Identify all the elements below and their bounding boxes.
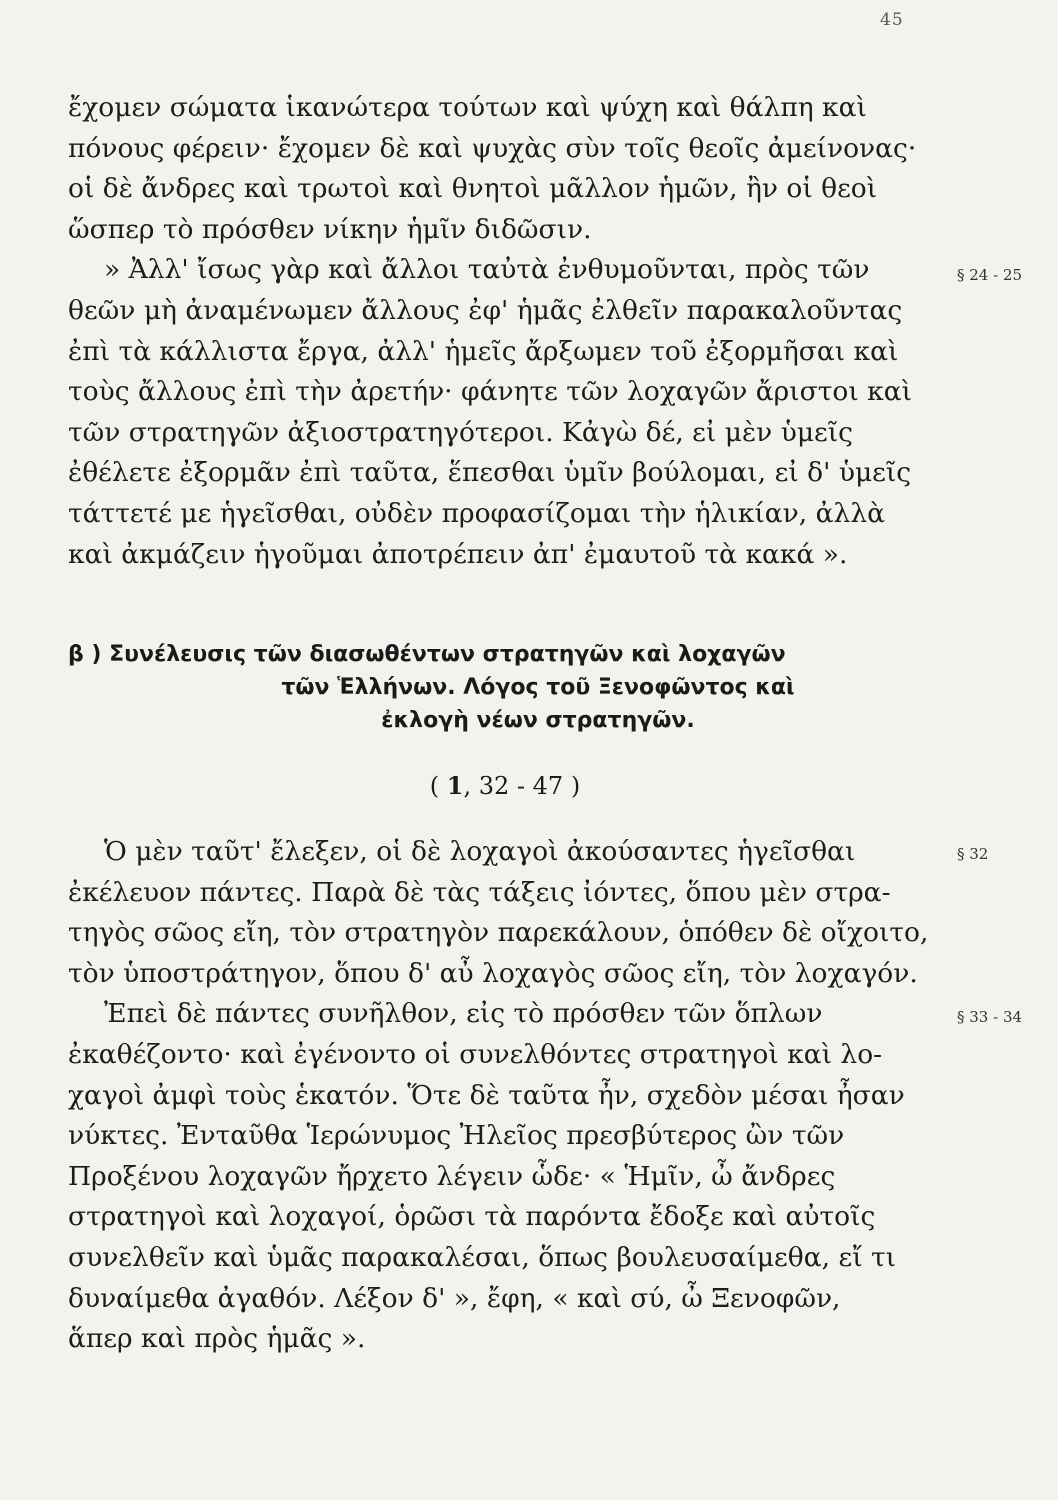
section-reference-open: (: [429, 772, 447, 800]
passage-line: οἱ δὲ ἄνδρες καὶ τρωτοὶ καὶ θνητοὶ μᾶλλον ἡμῶν, ἢν οἱ θεοὶ: [68, 173, 878, 205]
passage-line: τῶν στρατηγῶν ἀξιοστρατηγότεροι. Κἀγὼ δέ, εἰ μὲν ὑμεῖς: [68, 416, 853, 448]
passage-line: ἅπερ καὶ πρὸς ἡμᾶς ».: [68, 1323, 366, 1355]
passage-line: Προξένου λοχαγῶν ἤρχετο λέγειν ὧδε· « Ἡμῖν, ὦ ἄνδρες: [68, 1160, 836, 1192]
passage-line: Ὁ μὲν ταῦτ' ἔλεξεν, οἱ δὲ λοχαγοὶ ἀκούσαντες ἡγεῖσθαι: [104, 836, 856, 867]
passage-line: ἐθέλετε ἐξορμᾶν ἐπὶ ταῦτα, ἕπεσθαι ὑμῖν βούλομαι, εἰ δ' ὑμεῖς: [68, 457, 912, 489]
passage-line: ἐκέλευον πάντες. Παρὰ δὲ τὰς τάξεις ἰόντες, ὅπου μὲν στρα-: [68, 876, 891, 908]
section-reference: [0, 771, 1010, 800]
passage-line: καὶ ἀκμάζειν ἡγοῦμαι ἀποτρέπειν ἀπ' ἐμαυτοῦ τὰ κακά ».: [68, 538, 848, 570]
passage-line: ἐπὶ τὰ κάλλιστα ἔργα, ἀλλ' ἡμεῖς ἄρξωμεν τοῦ ἐξορμῆσαι καὶ: [68, 335, 899, 367]
passage-line: χαγοὶ ἀμφὶ τοὺς ἑκατόν. Ὅτε δὲ ταῦτα ἦν, σχεδὸν μέσαι ἦσαν: [68, 1079, 905, 1111]
passage-line: ἐκαθέζοντο· καὶ ἐγένοντο οἱ συνελθόντες στρατηγοὶ καὶ λο-: [68, 1038, 883, 1070]
section-heading: [68, 638, 948, 737]
heading-line: ἐκλογὴ νέων στρατηγῶν.: [381, 708, 695, 733]
passage-line: Ἐπεὶ δὲ πάντες συνῆλθον, εἰς τὸ πρόσθεν τῶν ὅπλων: [104, 998, 823, 1030]
passage-line: συνελθεῖν καὶ ὑμᾶς παρακαλέσαι, ὅπως βουλευσαίμεθα, εἴ τι: [68, 1241, 897, 1273]
passage-line: ὥσπερ τὸ πρόσθεν νίκην ἡμῖν διδῶσιν.: [68, 213, 592, 245]
passage-2: [68, 832, 948, 1360]
passage-line: δυναίμεθα ἀγαθόν. Λέξον δ' », ἔφη, « καὶ σύ, ὦ Ξενοφῶν,: [68, 1282, 841, 1314]
section-reference-book: 1: [446, 771, 464, 800]
heading-line: τῶν Ἑλλήνων. Λόγος τοῦ Ξενοφῶντος καὶ: [281, 675, 795, 700]
passage-line: νύκτες. Ἐνταῦθα Ἱερώνυμος Ἠλεῖος πρεσβύτερος ὢν τῶν: [68, 1120, 845, 1152]
passage-line: » Ἀλλ' ἴσως γὰρ καὶ ἄλλοι ταὐτὰ ἐνθυμοῦνται, πρὸς τῶν: [104, 254, 870, 286]
margin-reference: § 32: [957, 845, 989, 863]
passage-line: τηγὸς σῶος εἴη, τὸν στρατηγὸν παρεκάλουν, ὁπόθεν δὲ οἴχοιτο,: [68, 917, 929, 949]
passage-line: τάττετέ με ἡγεῖσθαι, οὐδὲν προφασίζομαι τὴν ἡλικίαν, ἀλλὰ: [68, 497, 886, 529]
heading-line: β ) Συνέλευσις τῶν διασωθέντων στρατηγῶν καὶ λοχαγῶν: [68, 642, 786, 667]
passage-line: στρατηγοὶ καὶ λοχαγοί, ὁρῶσι τὰ παρόντα ἔδοξε καὶ αὐτοῖς: [68, 1201, 876, 1233]
passage-line: ἔχομεν σώματα ἱκανώτερα τούτων καὶ ψύχη καὶ θάλπη καὶ: [68, 92, 867, 123]
passage-line: πόνους φέρειν· ἔχομεν δὲ καὶ ψυχὰς σὺν τοῖς θεοῖς ἀμείνονας·: [68, 132, 917, 164]
passage-line: θεῶν μὴ ἀναμένωμεν ἄλλους ἐφ' ἡμᾶς ἐλθεῖν παρακαλοῦντας: [68, 294, 903, 326]
passage-1: [68, 88, 948, 575]
margin-reference: § 24 - 25: [957, 266, 1023, 284]
passage-line: τοὺς ἄλλους ἐπὶ τὴν ἀρετήν· φάνητε τῶν λοχαγῶν ἄριστοι καὶ: [68, 376, 912, 408]
section-reference-range: , 32 - 47 ): [463, 772, 581, 800]
margin-reference: § 33 - 34: [957, 1008, 1023, 1026]
page-number: 45: [880, 10, 904, 30]
passage-line: τὸν ὑποστράτηγον, ὅπου δ' αὖ λοχαγὸς σῶος εἴη, τὸν λοχαγόν.: [68, 957, 918, 989]
